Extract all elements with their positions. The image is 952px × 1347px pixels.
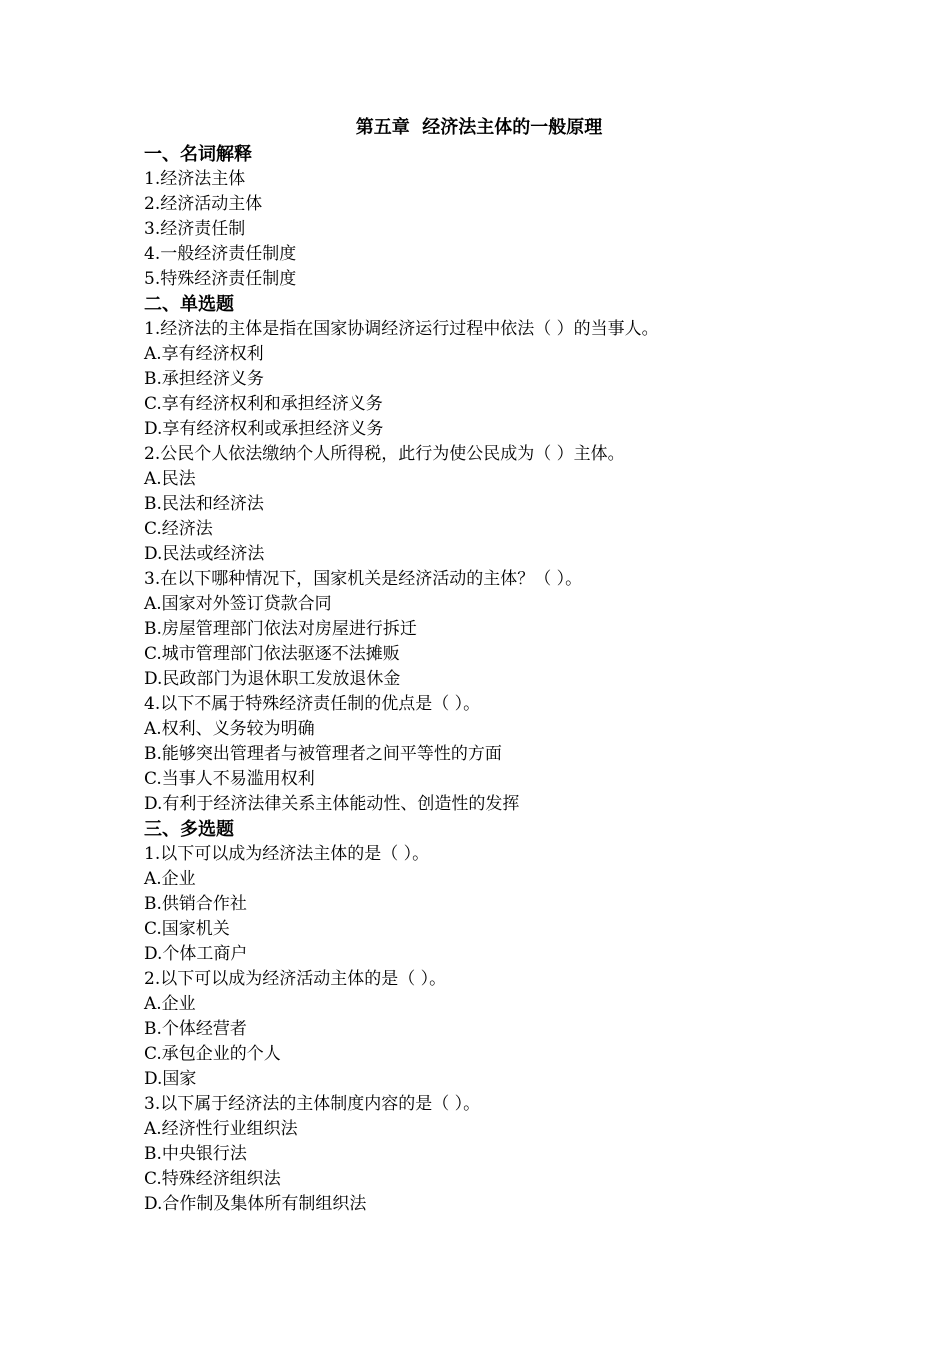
section-single-choice xyxy=(144,292,824,817)
section-heading: 一、名词解释 xyxy=(144,144,252,165)
answer-option: B.房屋管理部门依法对房屋进行拆迁 xyxy=(144,619,417,639)
answer-option: D.合作制及集体所有制组织法 xyxy=(144,1194,367,1214)
question-item: 3.以下属于经济法的主体制度内容的是（ ）。 xyxy=(144,1094,481,1114)
document-page xyxy=(144,114,824,1217)
answer-option: A.权利、义务较为明确 xyxy=(144,719,315,739)
question-item: 2.以下可以成为经济活动主体的是（ ）。 xyxy=(144,969,447,989)
answer-option: C.国家机关 xyxy=(144,919,230,939)
answer-option: B.民法和经济法 xyxy=(144,494,264,514)
question-item: 2.公民个人依法缴纳个人所得税，此行为使公民成为（ ）主体。 xyxy=(144,444,625,464)
question-item: 3.经济责任制 xyxy=(144,219,246,239)
answer-option: D.国家 xyxy=(144,1069,197,1089)
section-multiple-choice xyxy=(144,817,824,1217)
question-item: 2.经济活动主体 xyxy=(144,194,263,214)
section-definitions xyxy=(144,142,824,292)
answer-option: A.国家对外签订贷款合同 xyxy=(144,594,332,614)
answer-option: D.有利于经济法律关系主体能动性、创造性的发挥 xyxy=(144,794,520,814)
section-heading: 三、多选题 xyxy=(144,819,234,840)
question-item: 4.以下不属于特殊经济责任制的优点是（ ）。 xyxy=(144,694,481,714)
answer-option: B.个体经营者 xyxy=(144,1019,247,1039)
answer-option: C.享有经济权利和承担经济义务 xyxy=(144,394,383,414)
answer-option: A.经济性行业组织法 xyxy=(144,1119,298,1139)
question-item: 3.在以下哪种情况下，国家机关是经济活动的主体？（ ）。 xyxy=(144,569,583,589)
section-heading: 二、单选题 xyxy=(144,294,234,315)
answer-option: C.城市管理部门依法驱逐不法摊贩 xyxy=(144,644,400,664)
answer-option: A.民法 xyxy=(144,469,196,489)
answer-option: B.能够突出管理者与被管理者之间平等性的方面 xyxy=(144,744,502,764)
answer-option: C.特殊经济组织法 xyxy=(144,1169,281,1189)
answer-option: B.供销合作社 xyxy=(144,894,247,914)
answer-option: C.当事人不易滥用权利 xyxy=(144,769,315,789)
document-body xyxy=(144,142,824,1217)
question-item: 4.一般经济责任制度 xyxy=(144,244,297,264)
answer-option: D.民法或经济法 xyxy=(144,544,265,564)
answer-option: D.民政部门为退休职工发放退休金 xyxy=(144,669,401,689)
answer-option: D.享有经济权利或承担经济义务 xyxy=(144,419,384,439)
answer-option: A.企业 xyxy=(144,869,196,889)
answer-option: B.中央银行法 xyxy=(144,1144,247,1164)
answer-option: D.个体工商户 xyxy=(144,944,248,964)
question-item: 1.经济法的主体是指在国家协调经济运行过程中依法（ ）的当事人。 xyxy=(144,319,659,339)
answer-option: C.经济法 xyxy=(144,519,213,539)
chapter-title: 第五章 经济法主体的一般原理 xyxy=(355,117,603,138)
answer-option: B.承担经济义务 xyxy=(144,369,264,389)
answer-option: A.企业 xyxy=(144,994,196,1014)
question-item: 1.经济法主体 xyxy=(144,169,246,189)
answer-option: C.承包企业的个人 xyxy=(144,1044,281,1064)
question-item: 5.特殊经济责任制度 xyxy=(144,269,297,289)
question-item: 1.以下可以成为经济法主体的是（ ）。 xyxy=(144,844,430,864)
answer-option: A.享有经济权利 xyxy=(144,344,264,364)
